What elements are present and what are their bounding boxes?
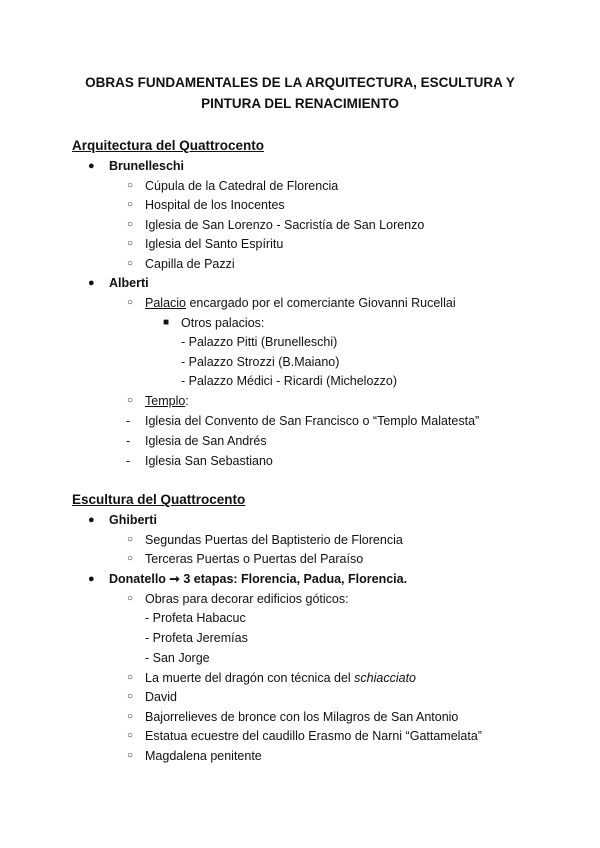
list-item: Hospital de los Inocentes [145,198,285,212]
list-item: Capilla de Pazzi [145,257,235,271]
bullet-circle-marker: ○ [127,593,134,604]
list-item: - Palazzo Strozzi (B.Maiano) [181,355,340,369]
palacio-word: Palacio [145,296,186,310]
palacio-description: encargado por el comerciante Giovanni Rucellai [186,296,456,310]
bullet-disc-marker: ● [88,277,95,289]
bullet-circle-marker: ○ [127,534,134,545]
bullet-circle-marker: ○ [127,219,134,230]
document-title-line-1: OBRAS FUNDAMENTALES DE LA ARQUITECTURA, ESCULTURA Y [85,75,515,90]
bullet-circle-marker: ○ [127,553,134,564]
list-item: Iglesia del Convento de San Francisco o “Templo Malatesta” [145,414,480,428]
bullet-circle-marker: ○ [127,238,134,249]
bullet-circle-marker: ○ [127,711,134,722]
bullet-circle-marker: ○ [127,297,134,308]
bullet-circle-marker: ○ [127,750,134,761]
section-heading-arquitectura: Arquitectura del Quattrocento [72,138,265,153]
document-title-line-2: PINTURA DEL RENACIMIENTO [201,96,399,111]
bullet-disc-marker: ● [88,514,95,526]
list-item: Cúpula de la Catedral de Florencia [145,179,339,193]
list-item-brunelleschi: Brunelleschi [109,159,185,173]
bullet-square-marker: ■ [163,317,170,328]
bullet-dash-marker: - [126,434,131,448]
list-item: Estatua ecuestre del caudillo Erasmo de Narni “Gattamelata” [145,729,482,743]
bullet-dash-marker: - [126,414,131,428]
list-item-alberti: Alberti [109,276,149,290]
list-item: Terceras Puertas o Puertas del Paraíso [145,552,364,566]
bullet-circle-marker: ○ [127,199,134,210]
bullet-dash-marker: - [126,454,131,468]
list-item: - Palazzo Pitti (Brunelleschi) [181,335,338,349]
list-item-templo [145,392,189,410]
bullet-circle-marker: ○ [127,395,134,406]
list-item: Bajorrelieves de bronce con los Milagros de San Antonio [145,710,459,724]
list-item: David [145,690,177,704]
bullet-circle-marker: ○ [127,691,134,702]
list-item-ghiberti: Ghiberti [109,513,157,527]
list-item-dragon [145,669,416,687]
list-item: Segundas Puertas del Baptisterio de Florencia [145,533,403,547]
list-item: - San Jorge [145,651,210,665]
templo-colon: : [185,394,189,408]
bullet-circle-marker: ○ [127,730,134,741]
list-item: Iglesia del Santo Espíritu [145,237,284,251]
bullet-disc-marker: ● [88,160,95,172]
list-item-otros-palacios: Otros palacios: [181,316,265,330]
list-item: - Palazzo Médici - Ricardi (Michelozzo) [181,374,398,388]
list-item: Iglesia de San Lorenzo - Sacristía de San Lorenzo [145,218,425,232]
list-item-donatello: Donatello ➞ 3 etapas: Florencia, Padua, Florencia. [109,572,408,586]
list-item: Magdalena penitente [145,749,262,763]
list-item: - Profeta Habacuc [145,611,246,625]
bullet-circle-marker: ○ [127,180,134,191]
section-heading-escultura: Escultura del Quattrocento [72,492,246,507]
bullet-circle-marker: ○ [127,258,134,269]
list-item-palacio [145,294,456,312]
bullet-circle-marker: ○ [127,672,134,683]
list-item-obras-goticas: Obras para decorar edificios góticos: [145,592,349,606]
dragon-technique: schiacciato [354,671,417,685]
list-item: Iglesia San Sebastiano [145,454,273,468]
templo-word: Templo [145,394,186,408]
bullet-disc-marker: ● [88,573,95,585]
list-item: - Profeta Jeremías [145,631,248,645]
dragon-text: La muerte del dragón con técnica del [145,671,355,685]
list-item: Iglesia de San Andrés [145,434,267,448]
